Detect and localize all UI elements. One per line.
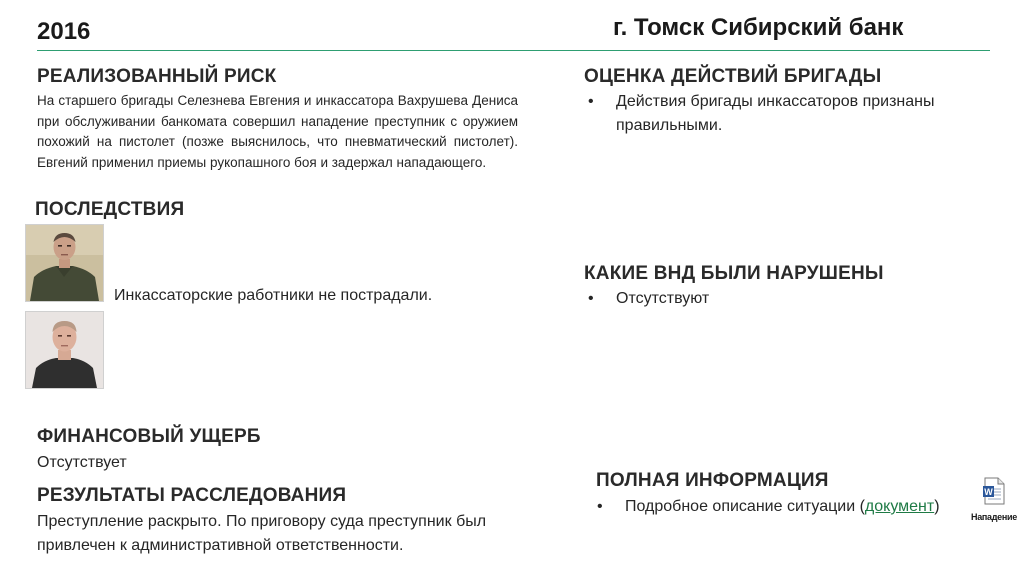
word-document-icon[interactable] <box>982 477 1006 505</box>
slide-title: г. Томск Сибирский банк <box>613 14 904 41</box>
financial-text: Отсутствует <box>37 454 127 471</box>
word-icon-letter: W <box>984 487 993 497</box>
violations-heading: КАКИЕ ВНД БЫЛИ НАРУШЕНЫ <box>584 263 884 284</box>
full-info-heading: ПОЛНАЯ ИНФОРМАЦИЯ <box>596 470 829 491</box>
investigation-heading: РЕЗУЛЬТАТЫ РАССЛЕДОВАНИЯ <box>37 485 347 506</box>
assessment-list <box>584 90 984 138</box>
risk-heading: РЕАЛИЗОВАННЫЙ РИСК <box>37 66 277 87</box>
photo-collector-1 <box>25 224 104 302</box>
violations-list <box>584 287 984 311</box>
consequences-heading: ПОСЛЕДСТВИЯ <box>35 199 185 220</box>
assessment-item: • Действия бригады инкассаторов признаны правильными. <box>584 90 984 138</box>
attached-document[interactable] <box>967 477 1021 522</box>
full-info-prefix: Подробное описание ситуации ( <box>625 498 865 515</box>
violations-item: • Отсутствуют <box>584 287 984 311</box>
full-info-item <box>593 495 973 519</box>
photo-collector-2 <box>25 311 104 389</box>
full-info-list <box>593 495 973 519</box>
year-label: 2016 <box>37 18 91 45</box>
attachment-caption[interactable]: Нападение <box>971 512 1017 522</box>
header-divider <box>37 50 990 51</box>
full-info-suffix: ) <box>934 498 940 515</box>
risk-text: На старшего бригады Селезнева Евгения и инкассатора Вахрушева Дениса при обслуживании банкомата совершил нападение преступник с оружием похожий на пистолет (позже выяснилось, что пневматический пистолет). Евгений применил приемы рукопашного боя и задержал нападающего. <box>37 93 518 170</box>
financial-heading: ФИНАНСОВЫЙ УЩЕРБ <box>37 426 261 447</box>
investigation-text: Преступление раскрыто. По приговору суда преступник был привлечен к административной ответственности. <box>37 513 487 554</box>
document-link[interactable]: документ <box>864 498 935 515</box>
assessment-heading: ОЦЕНКА ДЕЙСТВИЙ БРИГАДЫ <box>584 66 882 87</box>
consequences-text: Инкассаторские работники не пострадали. <box>114 287 433 304</box>
